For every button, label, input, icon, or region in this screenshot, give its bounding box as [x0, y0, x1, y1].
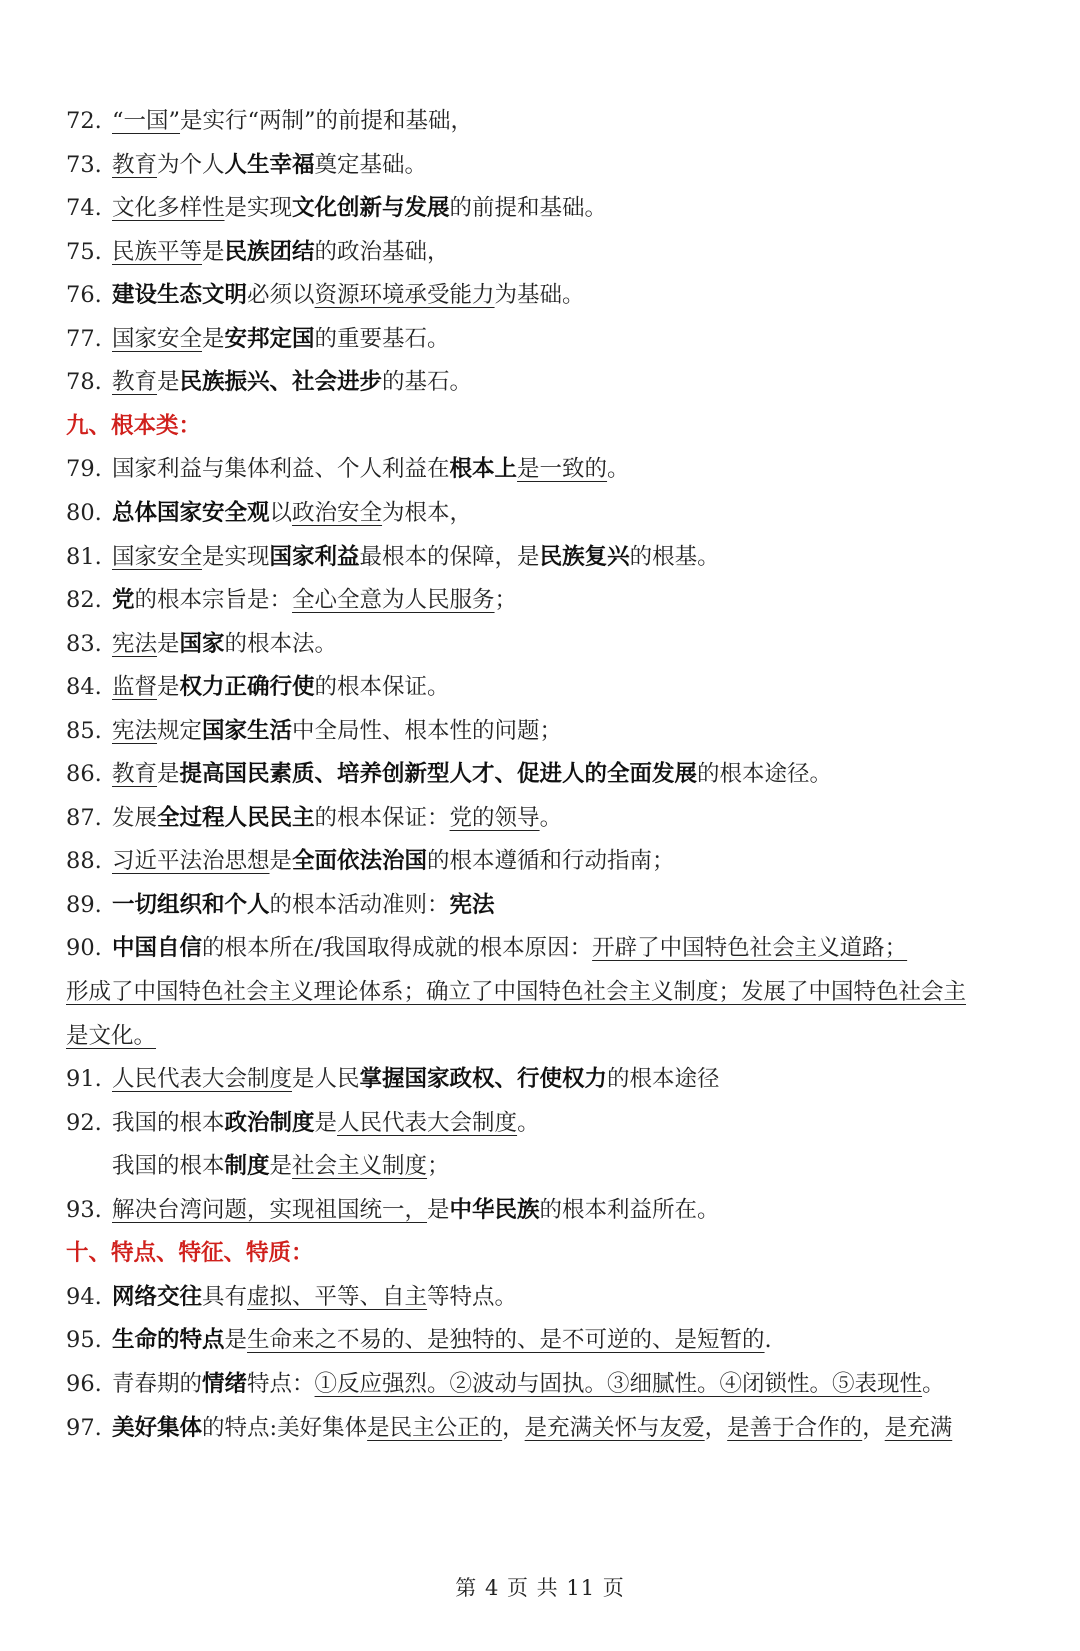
text: 我国的根本 [112, 1109, 225, 1136]
underlined-text: 社会主义制度 [292, 1153, 428, 1180]
underlined-text: 虚拟、平等、自主 [247, 1283, 428, 1310]
item-number: 92. [66, 1109, 102, 1136]
text: 必须以 [247, 282, 315, 309]
list-item [66, 846, 1026, 876]
text: 具有 [202, 1283, 248, 1310]
text: 是 [427, 1196, 450, 1223]
list-item [66, 1064, 1026, 1094]
bold-text: 掌握国家政权、行使权力 [359, 1066, 608, 1093]
text: 的根本利益所在。 [539, 1196, 720, 1223]
text: 是 [157, 630, 180, 657]
text: ， [502, 1414, 525, 1441]
bold-text: 文化创新与发展 [292, 195, 450, 222]
list-item [66, 106, 1026, 136]
text: 的根本所在/我国取得成就的根本原因： [202, 935, 593, 962]
text: ； [427, 1153, 450, 1180]
text: 是 [202, 325, 225, 352]
item-number: 91. [66, 1066, 102, 1093]
text: ， [704, 1414, 728, 1441]
underlined-text: 人民代表大会制度 [112, 1066, 293, 1093]
bold-text: 网络交往 [112, 1283, 203, 1310]
text: 中全局性、根本性的问题； [292, 717, 563, 744]
text: 是实行“两制”的前提和基础， [180, 108, 474, 134]
list-item [66, 1108, 1026, 1138]
text: 是 [269, 848, 293, 875]
underlined-text: 教育 [112, 369, 158, 396]
text: 的根本活动准则： [269, 891, 450, 918]
text: 最根本的保障，是 [359, 543, 540, 570]
text: 的根本遵循和行动指南； [427, 848, 675, 875]
underlined-text: 习近平法治思想 [112, 848, 270, 875]
item-number: 81. [66, 543, 102, 570]
bold-text: 制度 [224, 1153, 270, 1180]
bold-text: 中国自信 [112, 935, 203, 962]
bold-text: 权力正确行使 [179, 674, 315, 701]
text: . [764, 1327, 772, 1354]
text: 等特点。 [427, 1283, 518, 1310]
item-number: 89. [66, 891, 102, 918]
text: 的根本宗旨是： [134, 587, 293, 614]
list-item [66, 629, 1026, 659]
item-number: 73. [66, 151, 102, 178]
text: 是 [269, 1153, 293, 1180]
underlined-text: 是充满关怀与友爱 [524, 1414, 705, 1441]
item-number: 93. [66, 1196, 102, 1223]
item-number: 90. [66, 935, 102, 962]
underlined-text: 国家安全 [112, 543, 203, 570]
list-item [66, 237, 1026, 267]
text: 是实现 [224, 195, 293, 222]
item-number: 74. [66, 195, 102, 222]
item-number: 87. [66, 804, 102, 831]
list-item [66, 498, 1026, 528]
text: 的根本保证。 [314, 674, 450, 701]
text: 的前提和基础。 [449, 195, 608, 222]
text: 为根本， [382, 499, 473, 526]
underlined-text: 是一致的 [517, 456, 608, 483]
list-item [66, 803, 1026, 833]
underlined-text: 开辟了中国特色社会主义道路； [592, 935, 908, 962]
text: 。 [922, 1370, 945, 1397]
list-item-continuation [66, 977, 1026, 1007]
list-item [66, 193, 1026, 223]
bold-text: 人生幸福 [224, 151, 315, 178]
underlined-text: 是善于合作的 [727, 1414, 863, 1441]
item-number: 76. [66, 282, 102, 309]
bold-text: 国家 [179, 630, 225, 657]
section-heading: 九、根本类： [66, 412, 202, 439]
text: 的基石。 [382, 369, 473, 396]
list-item [66, 1195, 1026, 1225]
underlined-text: 生命来之不易的、是独特的、是不可逆的、是短暂的 [247, 1327, 765, 1354]
underlined-text: 资源环境承受能力 [314, 282, 495, 309]
text: 是 [202, 238, 225, 265]
bold-text: 中华民族 [449, 1196, 540, 1223]
list-item [66, 150, 1026, 180]
item-number: 95. [66, 1327, 102, 1354]
bold-text: 全过程人民民主 [157, 804, 315, 831]
item-number: 97. [66, 1414, 102, 1441]
list-item [66, 542, 1026, 572]
underlined-text: 全心全意为人民服务 [292, 587, 495, 614]
text: 是人民 [292, 1066, 360, 1093]
item-number: 82. [66, 587, 102, 614]
underlined-text: 教育 [112, 151, 158, 178]
bold-text: 根本上 [449, 456, 518, 483]
bold-text: 建设生态文明 [112, 282, 248, 309]
bold-text: 国家利益 [269, 543, 360, 570]
text: 为个人 [157, 151, 225, 178]
item-number: 84. [66, 674, 102, 701]
list-item [66, 933, 1026, 963]
underlined-text: 形成了中国特色社会主义理论体系；确立了中国特色社会主义制度；发展了中国特色社会主 [66, 979, 967, 1005]
text: 的特点:美好集体 [202, 1414, 368, 1441]
text: 奠定基础。 [314, 151, 428, 178]
text: 是 [224, 1327, 248, 1354]
text: 的根基。 [629, 543, 720, 570]
underlined-text: 民族平等 [112, 238, 203, 265]
underlined-text: “一国” [112, 108, 181, 134]
underlined-text: 国家安全 [112, 325, 203, 352]
section-heading: 十、特点、特征、特质： [66, 1240, 314, 1267]
list-item-continuation [66, 1151, 1072, 1181]
text: 。 [517, 1109, 540, 1136]
underlined-text: 文化多样性 [112, 195, 225, 222]
bold-text: 美好集体 [112, 1414, 203, 1441]
bold-text: 总体国家安全观 [112, 499, 270, 526]
list-item [66, 716, 1026, 746]
list-item [66, 890, 1026, 920]
text: ； [494, 587, 518, 614]
underlined-text: 政治安全 [292, 499, 383, 526]
item-number: 94. [66, 1283, 102, 1310]
text: 规定 [157, 717, 203, 744]
underlined-text: 教育 [112, 761, 158, 788]
item-number: 86. [66, 761, 102, 788]
bold-text: 国家生活 [202, 717, 293, 744]
list-item [66, 1325, 1026, 1355]
text: 以 [269, 499, 293, 526]
bold-text: 宪法 [449, 891, 495, 918]
text: ， [862, 1414, 885, 1441]
underlined-text: 是充满 [884, 1414, 953, 1441]
text: 的政治基础， [314, 238, 450, 265]
list-item [66, 280, 1026, 310]
bold-text: 情绪 [202, 1370, 248, 1397]
bold-text: 安邦定国 [224, 325, 315, 352]
list-item [66, 1369, 1026, 1399]
text: 青春期的 [112, 1370, 203, 1397]
item-number: 77. [66, 325, 102, 352]
bold-text: 民族团结 [224, 238, 315, 265]
text: 是 [157, 761, 180, 788]
text: 国家利益与集体利益、个人利益在 [112, 456, 450, 483]
text: 发展 [112, 804, 158, 831]
bold-text: 党 [112, 587, 135, 614]
item-number: 80. [66, 499, 102, 526]
list-item [66, 454, 1026, 484]
item-number: 78. [66, 369, 102, 396]
bold-text: 民族振兴、社会进步 [179, 369, 383, 396]
list-item [66, 759, 1026, 789]
text: 的重要基石。 [314, 325, 450, 352]
bold-text: 生命的特点 [112, 1327, 225, 1354]
bold-text: 政治制度 [224, 1109, 315, 1136]
text: 为基础。 [494, 282, 585, 309]
list-item [66, 1413, 1026, 1443]
item-number: 85. [66, 717, 102, 744]
text: 的根本途径 [607, 1066, 720, 1093]
text: 的根本法。 [224, 630, 338, 657]
underlined-text: 解决台湾问题，实现祖国统一， [112, 1196, 428, 1223]
text: 我国的根本 [112, 1153, 225, 1180]
underlined-text: 是文化。 [66, 1022, 157, 1049]
underlined-text: 党的领导 [449, 804, 540, 831]
underlined-text: ①反应强烈。②波动与固执。③细腻性。④闭锁性。⑤表现性 [314, 1370, 923, 1397]
text: 是 [157, 369, 180, 396]
page-footer: 第 4 页 共 11 页 [455, 1576, 625, 1600]
text: 的根本保证： [314, 804, 450, 831]
item-number: 83. [66, 630, 102, 657]
text: 特点： [247, 1370, 315, 1397]
list-item [66, 1282, 1026, 1312]
list-item [66, 324, 1026, 354]
underlined-text: 监督 [112, 674, 158, 701]
underlined-text: 人民代表大会制度 [337, 1109, 518, 1136]
text: 是实现 [202, 543, 270, 570]
list-item [66, 585, 1026, 615]
item-number: 88. [66, 848, 102, 875]
item-number: 72. [66, 108, 102, 134]
item-number: 79. [66, 456, 102, 483]
underlined-text: 是民主公正的 [367, 1414, 503, 1441]
underlined-text: 宪法 [112, 717, 158, 744]
list-item [66, 672, 1026, 702]
bold-text: 一切组织和个人 [112, 891, 270, 918]
item-number: 75. [66, 238, 102, 265]
item-number: 96. [66, 1370, 102, 1397]
underlined-text: 宪法 [112, 630, 158, 657]
text: 是 [314, 1109, 338, 1136]
text: 的根本途径。 [697, 761, 833, 788]
text: 。 [539, 804, 563, 831]
list-item [66, 367, 1026, 397]
bold-text: 全面依法治国 [292, 848, 428, 875]
text: 。 [607, 456, 630, 483]
bold-text: 民族复兴 [539, 543, 630, 570]
text: 是 [157, 674, 180, 701]
list-item-continuation [66, 1021, 1026, 1051]
bold-text: 提高国民素质、培养创新型人才、促进人的全面发展 [179, 761, 698, 788]
